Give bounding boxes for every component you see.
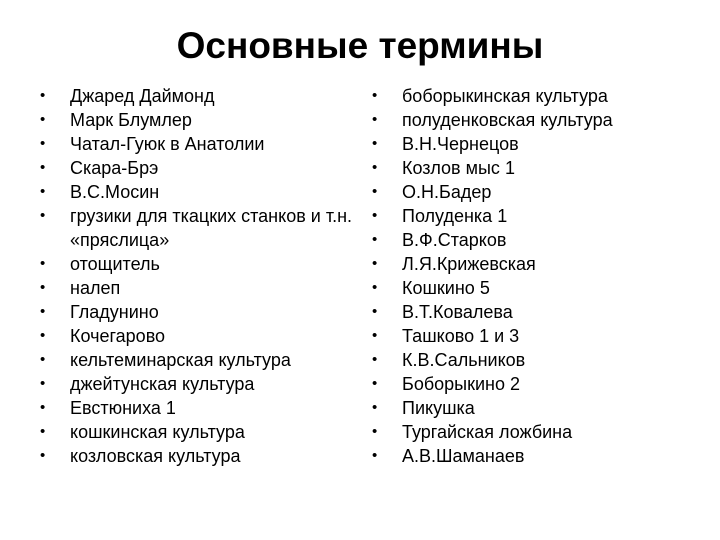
term-list-item — [40, 276, 370, 300]
term-list-item — [40, 156, 370, 180]
term-list-item — [372, 252, 712, 276]
term-label: О.Н.Бадер — [402, 182, 492, 202]
bullet-icon: • — [372, 183, 378, 200]
term-list-item — [372, 108, 712, 132]
term-label: Ташково 1 и 3 — [402, 326, 520, 346]
term-label: кошкинская культура — [70, 422, 245, 442]
term-list-item — [40, 204, 370, 252]
term-list-item — [372, 276, 712, 300]
bullet-icon: • — [40, 279, 46, 296]
term-label: К.В.Сальников — [402, 350, 526, 370]
bullet-icon: • — [372, 231, 378, 248]
bullet-icon: • — [372, 255, 378, 272]
term-list-item — [372, 420, 712, 444]
bullet-icon: • — [40, 111, 46, 128]
term-label: Скара-Брэ — [70, 158, 159, 178]
term-list-item — [372, 84, 712, 108]
bullet-icon: • — [372, 303, 378, 320]
bullet-icon: • — [40, 423, 46, 440]
term-label: козловская культура — [70, 446, 241, 466]
term-list-item — [40, 300, 370, 324]
bullet-icon: • — [372, 159, 378, 176]
bullet-icon: • — [40, 375, 46, 392]
term-list-item — [372, 348, 712, 372]
term-label: Марк Блумлер — [70, 110, 192, 130]
term-list-item — [372, 324, 712, 348]
bullet-icon: • — [40, 183, 46, 200]
term-list-item — [40, 348, 370, 372]
bullet-icon: • — [40, 87, 46, 104]
bullet-icon: • — [40, 447, 46, 464]
term-list-item — [40, 132, 370, 156]
bullet-icon: • — [40, 207, 46, 224]
term-label: Боборыкино 2 — [402, 374, 520, 394]
term-list-item — [40, 180, 370, 204]
bullet-icon: • — [372, 351, 378, 368]
term-list-item — [372, 444, 712, 468]
bullet-icon: • — [372, 279, 378, 296]
bullet-icon: • — [40, 327, 46, 344]
term-label: полуденковская культура — [402, 110, 613, 130]
bullet-icon: • — [40, 351, 46, 368]
term-label: В.Н.Чернецов — [402, 134, 519, 154]
term-label: Тургайская ложбина — [402, 422, 573, 442]
right-term-list — [372, 84, 712, 468]
bullet-icon: • — [372, 111, 378, 128]
bullet-icon: • — [372, 375, 378, 392]
term-label: Кочегарово — [70, 326, 166, 346]
term-label: Джаред Даймонд — [70, 86, 215, 106]
bullet-icon: • — [40, 159, 46, 176]
term-list-item — [40, 252, 370, 276]
term-label: кельтеминарская культура — [70, 350, 291, 370]
term-label: В.Т.Ковалева — [402, 302, 513, 322]
bullet-icon: • — [40, 303, 46, 320]
term-list-item — [40, 396, 370, 420]
bullet-icon: • — [372, 423, 378, 440]
term-list-item — [372, 396, 712, 420]
term-list-item — [372, 300, 712, 324]
term-list-item — [372, 372, 712, 396]
term-list-item — [372, 204, 712, 228]
left-term-list — [40, 84, 370, 468]
bullet-icon: • — [372, 87, 378, 104]
term-list-item — [372, 180, 712, 204]
term-label: Козлов мыс 1 — [402, 158, 515, 178]
term-label: Чатал-Гуюк в Анатолии — [70, 134, 265, 154]
term-label: боборыкинская культура — [402, 86, 608, 106]
term-label: Кошкино 5 — [402, 278, 490, 298]
term-list-item — [372, 228, 712, 252]
term-list-item — [40, 324, 370, 348]
term-list-item — [40, 84, 370, 108]
term-list-item — [40, 108, 370, 132]
term-list-item — [40, 444, 370, 468]
term-label: грузики для ткацких станков и т.н. «пряслица» — [70, 206, 353, 250]
term-list-item — [40, 372, 370, 396]
term-label: Пикушка — [402, 398, 475, 418]
term-list-item — [372, 132, 712, 156]
bullet-icon: • — [372, 447, 378, 464]
term-list-item — [40, 420, 370, 444]
bullet-icon: • — [40, 399, 46, 416]
bullet-icon: • — [40, 255, 46, 272]
bullet-icon: • — [40, 135, 46, 152]
term-label: Л.Я.Крижевская — [402, 254, 536, 274]
term-label: А.В.Шаманаев — [402, 446, 525, 466]
term-label: В.С.Мосин — [70, 182, 160, 202]
term-label: Гладунино — [70, 302, 159, 322]
term-label: джейтунская культура — [70, 374, 255, 394]
term-label: Полуденка 1 — [402, 206, 508, 226]
bullet-icon: • — [372, 135, 378, 152]
term-label: отощитель — [70, 254, 160, 274]
bullet-icon: • — [372, 207, 378, 224]
bullet-icon: • — [372, 327, 378, 344]
term-label: В.Ф.Старков — [402, 230, 507, 250]
term-list-item — [372, 156, 712, 180]
bullet-icon: • — [372, 399, 378, 416]
term-label: налеп — [70, 278, 121, 298]
slide-title: Основные термины — [176, 25, 544, 66]
term-label: Евстюниха 1 — [70, 398, 176, 418]
